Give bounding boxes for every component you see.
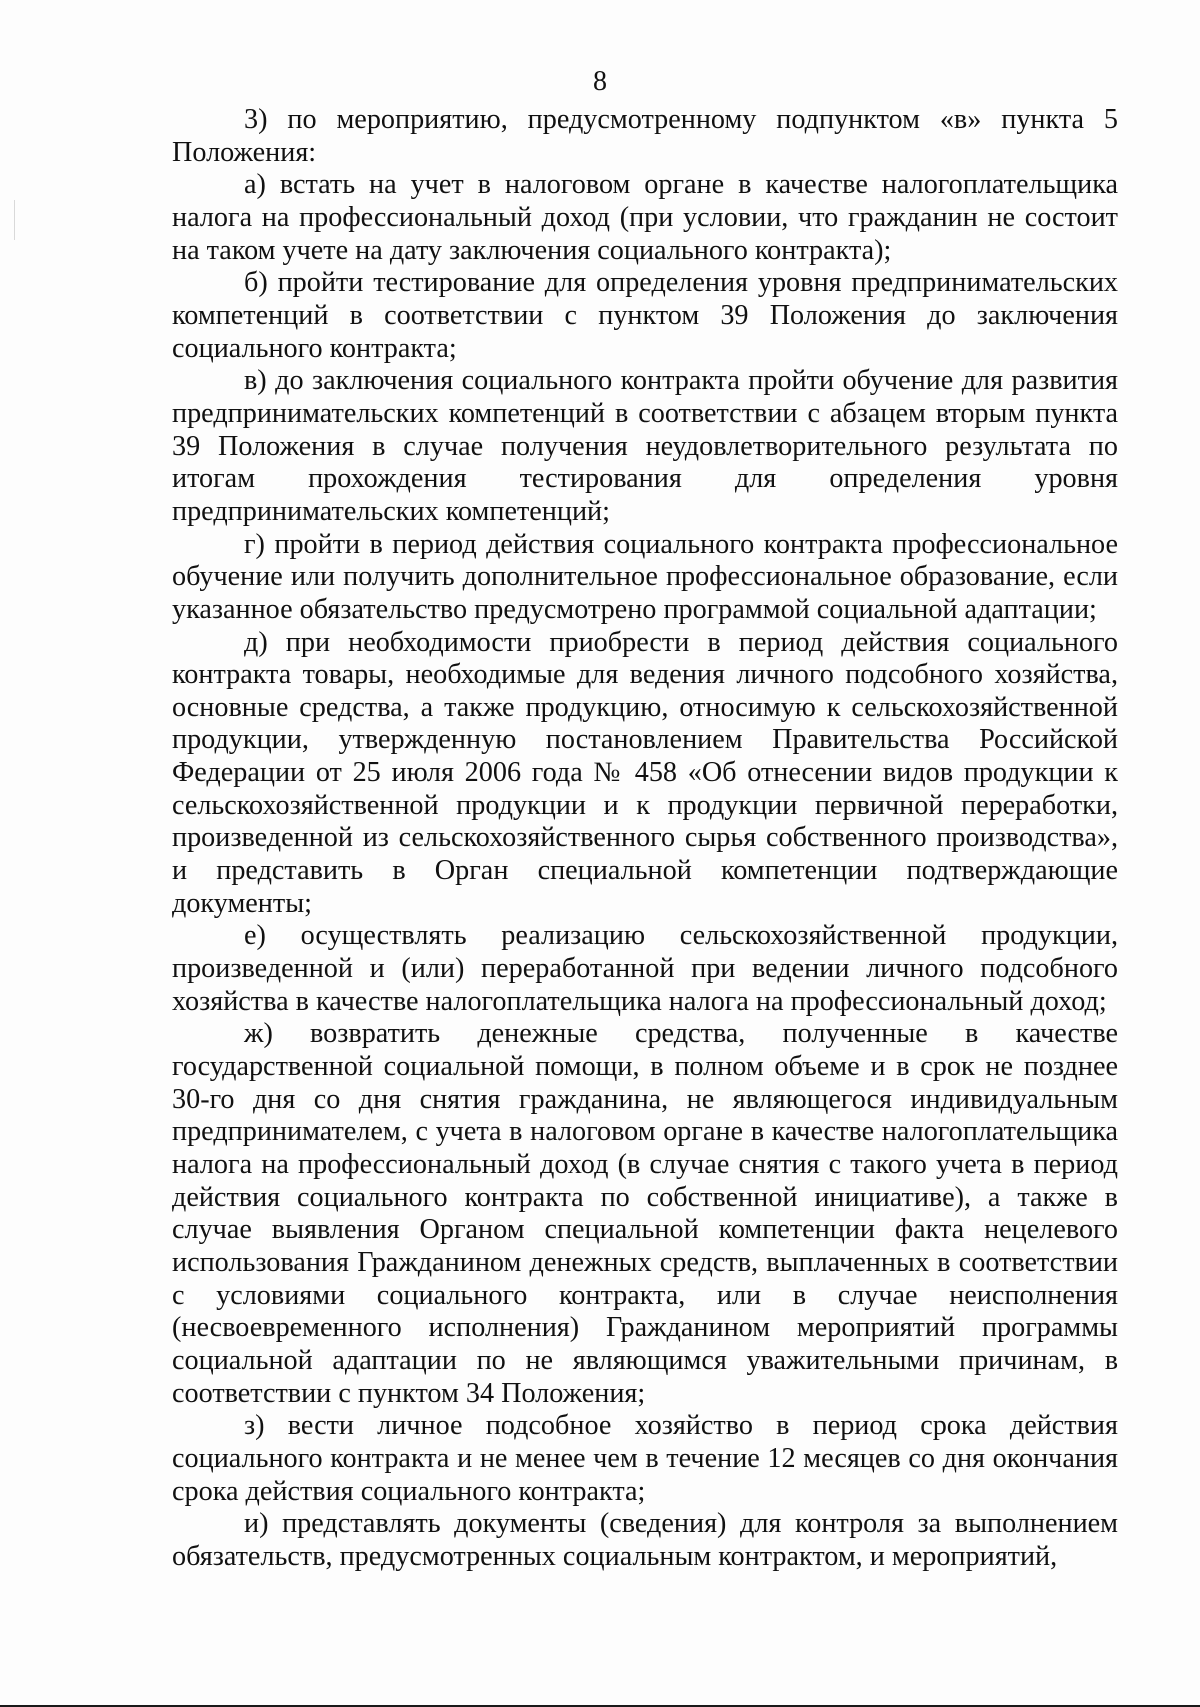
paragraph-subitem-z: з) вести личное подсобное хозяйство в период срока действия социального контракта и не менее чем в течение 12 месяцев со дня окончания срока действия социального контракта; (172, 1410, 1118, 1507)
page-number: 8 (593, 66, 607, 97)
paragraph-subitem-a: а) встать на учет в налоговом органе в качестве налогоплательщика налога на профессиональный доход (при условии, что гражданин не состоит на таком учете на дату заключения социального контракта); (172, 169, 1118, 266)
paragraph-subitem-i: и) представлять документы (сведения) для контроля за выполнением обязательств, предусмотренных социальным контрактом, и мероприятий, (172, 1508, 1118, 1572)
paragraph-subitem-d: д) при необходимости приобрести в период действия социального контракта товары, необходимые для ведения личного подсобного хозяйства, основные средства, а также продукцию, относимую к сельскохозяйственной продукции, утвержденную постановлением Правительства Российской Федерации от 25 июля 2006 года № 458 «Об отнесении видов продукции к сельскохозяйственной продукции и к продукции первичной переработки, произведенной из сельскохозяйственного сырья собственного производства», и представить в Орган специальной компетенции подтверждающие документы; (172, 626, 1118, 919)
paragraph-item-3: 3) по мероприятию, предусмотренному подпунктом «в» пункта 5 Положения: (172, 104, 1118, 168)
paragraph-subitem-b: б) пройти тестирование для определения уровня предпринимательских компетенций в соответствии с пунктом 39 Положения до заключения социального контракта; (172, 267, 1118, 364)
paragraph-subitem-e: е) осуществлять реализацию сельскохозяйственной продукции, произведенной и (или) переработанной при ведении личного подсобного хозяйства в качестве налогоплательщика налога на профессиональный доход; (172, 920, 1118, 1017)
document-body (172, 104, 1118, 1574)
paragraph-subitem-g: г) пройти в период действия социального контракта профессиональное обучение или получить дополнительное профессиональное образование, если указанное обязательство предусмотрено программой социальной адаптации; (172, 528, 1118, 625)
scan-edge-mark (14, 200, 15, 240)
paragraph-subitem-v: в) до заключения социального контракта пройти обучение для развития предпринимательских компетенций в соответствии с абзацем вторым пункта 39 Положения в случае получения неудовлетворительного результата по итогам прохождения тестирования для определения уровня предпринимательских компетенций; (172, 365, 1118, 527)
paragraph-subitem-zh: ж) возвратить денежные средства, полученные в качестве государственной социальной помощи, в полном объеме и в срок не позднее 30-го дня со дня снятия гражданина, не являющегося индивидуальным предпринимателем, с учета в налоговом органе в качестве налогоплательщика налога на профессиональный доход (в случае снятия с такого учета в период действия социального контракта по собственной инициативе), а также в случае выявления Органом специальной компетенции факта нецелевого использования Гражданином денежных средств, выплаченных в соответствии с условиями социального контракта, или в случае неисполнения (несвоевременного исполнения) Гражданином мероприятий программы социальной адаптации по не являющимся уважительными причинам, в соответствии с пунктом 34 Положения; (172, 1018, 1118, 1409)
